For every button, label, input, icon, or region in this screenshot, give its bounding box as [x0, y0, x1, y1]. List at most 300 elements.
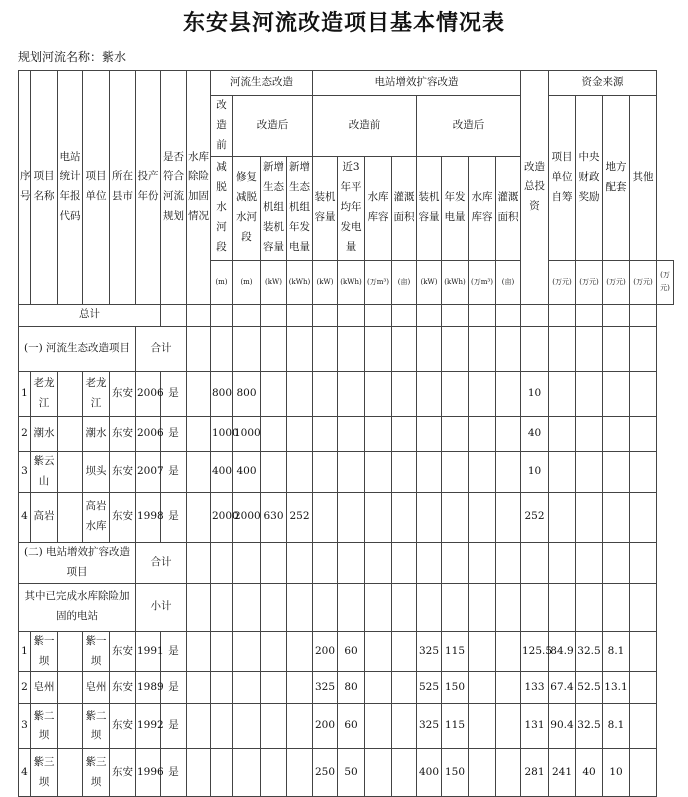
- cell-cen: 32.5: [576, 704, 603, 749]
- cell-inst2: 325: [417, 631, 442, 672]
- header-eco-group: 河流生态改造: [211, 71, 313, 96]
- section1-total-label: 合计: [136, 326, 187, 371]
- cell-tot: 252: [521, 492, 549, 542]
- cell-inst2: 400: [417, 749, 442, 797]
- cell-ir2: [496, 371, 521, 416]
- row-seq: 4: [19, 492, 31, 542]
- cell-ne: [287, 672, 313, 704]
- empty-cell: [287, 583, 313, 631]
- cell-tot: 133: [521, 672, 549, 704]
- cell-inst: [313, 451, 338, 492]
- empty-cell: [392, 542, 417, 583]
- header-exp-before: 改造前: [313, 96, 417, 157]
- cell-rc: [365, 416, 392, 451]
- cell-nc: [261, 672, 287, 704]
- cell-name: 老龙江: [31, 371, 58, 416]
- cell-ea: [233, 631, 261, 672]
- cell-ir2: [496, 749, 521, 797]
- cell-tot: 131: [521, 704, 549, 749]
- unit-eco-after-length: (m): [233, 260, 261, 304]
- cell-ne: [287, 416, 313, 451]
- unit-installed: (kW): [313, 260, 338, 304]
- empty-cell: [630, 542, 657, 583]
- cell-inst2: 325: [417, 704, 442, 749]
- cell-unit: 紫三坝: [83, 749, 110, 797]
- empty-cell: [521, 304, 549, 326]
- cell-ne: [287, 371, 313, 416]
- empty-cell: [603, 326, 630, 371]
- cell-avg: [338, 416, 365, 451]
- cell-rc2: [469, 492, 496, 542]
- empty-cell: [549, 304, 576, 326]
- cell-inst: 200: [313, 631, 338, 672]
- cell-ea: 1000: [233, 416, 261, 451]
- cell-unit: 老龙江: [83, 371, 110, 416]
- cell-cen: [576, 451, 603, 492]
- cell-oth: [630, 631, 657, 672]
- cell-ann2: 150: [442, 749, 469, 797]
- cell-self: [549, 371, 576, 416]
- cell-tot: 281: [521, 749, 549, 797]
- empty-cell: [233, 304, 261, 326]
- empty-cell: [365, 583, 392, 631]
- header-self-funding: 项目单位自筹: [549, 96, 576, 261]
- cell-rc: [365, 631, 392, 672]
- header-res-cap: 水库库容: [365, 156, 392, 260]
- table-row: [19, 416, 674, 451]
- table-row: [19, 631, 674, 672]
- cell-avg: 50: [338, 749, 365, 797]
- cell-plan: 是: [161, 451, 187, 492]
- cell-cen: [576, 492, 603, 542]
- unit-installed-after: (kW): [417, 260, 442, 304]
- empty-cell: [392, 326, 417, 371]
- cell-inst2: [417, 371, 442, 416]
- header-eco-before-length: 减脱水河段: [211, 156, 233, 260]
- empty-cell: [211, 304, 233, 326]
- cell-code: [58, 672, 83, 704]
- unit-new-capacity: (kW): [261, 260, 287, 304]
- empty-cell: [496, 304, 521, 326]
- cell-unit: 紫一坝: [83, 631, 110, 672]
- cell-year: 2006: [136, 416, 161, 451]
- unit-irrigation-after: (亩): [496, 260, 521, 304]
- empty-cell: [187, 583, 211, 631]
- unit-res-cap: (万m³): [365, 260, 392, 304]
- cell-self: [549, 416, 576, 451]
- cell-year: 2007: [136, 451, 161, 492]
- empty-cell: [469, 583, 496, 631]
- empty-cell: [469, 326, 496, 371]
- empty-cell: [261, 326, 287, 371]
- cell-ir: [392, 492, 417, 542]
- cell-rc: [365, 672, 392, 704]
- header-local: 地方配套: [603, 96, 630, 261]
- cell-ir: [392, 704, 417, 749]
- cell-ea: 800: [233, 371, 261, 416]
- cell-code: [58, 492, 83, 542]
- row-seq: 2: [19, 672, 31, 704]
- empty-cell: [313, 583, 338, 631]
- cell-ne: [287, 704, 313, 749]
- cell-name: 高岩: [31, 492, 58, 542]
- cell-loc: [603, 371, 630, 416]
- cell-ea: 2000: [233, 492, 261, 542]
- cell-ir: [392, 749, 417, 797]
- empty-cell: [187, 304, 211, 326]
- empty-cell: [261, 583, 287, 631]
- cell-plan: 是: [161, 492, 187, 542]
- row-seq: 1: [19, 371, 31, 416]
- empty-cell: [338, 583, 365, 631]
- cell-eb: 800: [211, 371, 233, 416]
- row-seq: 3: [19, 451, 31, 492]
- header-county: 所在县市: [110, 71, 136, 305]
- empty-cell: [603, 304, 630, 326]
- cell-code: [58, 416, 83, 451]
- empty-cell: [549, 542, 576, 583]
- cell-ea: 400: [233, 451, 261, 492]
- cell-ir: [392, 416, 417, 451]
- cell-unit: 高岩水库: [83, 492, 110, 542]
- cell-inst: 200: [313, 704, 338, 749]
- row-seq: 1: [19, 631, 31, 672]
- empty-cell: [603, 583, 630, 631]
- cell-loc: [603, 492, 630, 542]
- cell-nc: [261, 749, 287, 797]
- cell-self: [549, 451, 576, 492]
- empty-cell: [261, 542, 287, 583]
- header-central: 中央财政奖励: [576, 96, 603, 261]
- cell-county: 东安: [110, 451, 136, 492]
- header-total-investment: 改造总投资: [521, 71, 549, 305]
- cell-ir: [392, 672, 417, 704]
- empty-cell: [549, 583, 576, 631]
- cell-county: 东安: [110, 492, 136, 542]
- cell-name: 紫二坝: [31, 704, 58, 749]
- cell-ann2: 150: [442, 672, 469, 704]
- empty-cell: [442, 326, 469, 371]
- empty-cell: [496, 583, 521, 631]
- cell-plan: 是: [161, 749, 187, 797]
- cell-cen: [576, 371, 603, 416]
- cell-year: 1992: [136, 704, 161, 749]
- empty-cell: [365, 304, 392, 326]
- cell-ir: [392, 631, 417, 672]
- cell-self: 241: [549, 749, 576, 797]
- cell-inst: [313, 492, 338, 542]
- unit-self-funding: (万元): [576, 260, 603, 304]
- cell-ann2: 115: [442, 704, 469, 749]
- unit-eco-before-length: (m): [211, 260, 233, 304]
- header-unit: 项目单位: [83, 71, 110, 305]
- section1-label: (一) 河流生态改造项目: [19, 326, 136, 371]
- empty-cell: [576, 583, 603, 631]
- section2-total-label: 合计: [136, 542, 187, 583]
- header-annual-after: 年发电量: [442, 156, 469, 260]
- cell-name: 潮水: [31, 416, 58, 451]
- cell-inst2: [417, 451, 442, 492]
- empty-cell: [287, 326, 313, 371]
- header-other: 其他: [630, 96, 657, 261]
- cell-avg: 60: [338, 704, 365, 749]
- cell-year: 1991: [136, 631, 161, 672]
- empty-cell: [287, 542, 313, 583]
- cell-rc2: [469, 416, 496, 451]
- cell-nc: [261, 451, 287, 492]
- cell-nc: 630: [261, 492, 287, 542]
- cell-res: [187, 704, 211, 749]
- cell-rc2: [469, 672, 496, 704]
- cell-plan: 是: [161, 631, 187, 672]
- table-row: [19, 704, 674, 749]
- empty-cell: [549, 326, 576, 371]
- empty-cell: [392, 304, 417, 326]
- header-reservoir: 水库除险加固情况: [187, 71, 211, 305]
- cell-ir2: [496, 492, 521, 542]
- cell-ir2: [496, 631, 521, 672]
- cell-rc: [365, 492, 392, 542]
- empty-cell: [469, 542, 496, 583]
- empty-cell: [187, 542, 211, 583]
- header-exp-after: 改造后: [417, 96, 521, 157]
- cell-ea: [233, 704, 261, 749]
- cell-code: [58, 371, 83, 416]
- cell-nc: [261, 631, 287, 672]
- empty-cell: [496, 542, 521, 583]
- table-row: [19, 749, 674, 797]
- cell-oth: [630, 749, 657, 797]
- cell-tot: 40: [521, 416, 549, 451]
- unit-new-energy: (kWh): [287, 260, 313, 304]
- cell-ne: [287, 631, 313, 672]
- header-avg3: 近3年平均年发电量: [338, 156, 365, 260]
- cell-county: 东安: [110, 416, 136, 451]
- empty-cell: [338, 304, 365, 326]
- header-eco-after: 改造后: [233, 96, 313, 157]
- cell-year: 1989: [136, 672, 161, 704]
- cell-rc: [365, 749, 392, 797]
- cell-county: 东安: [110, 631, 136, 672]
- cell-nc: [261, 416, 287, 451]
- cell-unit: 潮水: [83, 416, 110, 451]
- cell-name: 皂州: [31, 672, 58, 704]
- cell-self: 67.4: [549, 672, 576, 704]
- empty-cell: [211, 542, 233, 583]
- empty-cell: [630, 326, 657, 371]
- cell-loc: 8.1: [603, 631, 630, 672]
- unit-other: (万元): [657, 260, 674, 304]
- subtotal-label: 小计: [136, 583, 187, 631]
- cell-rc2: [469, 451, 496, 492]
- empty-cell: [187, 326, 211, 371]
- cell-res: [187, 371, 211, 416]
- cell-cen: 32.5: [576, 631, 603, 672]
- cell-tot: 10: [521, 451, 549, 492]
- cell-county: 东安: [110, 371, 136, 416]
- unit-central: (万元): [603, 260, 630, 304]
- cell-county: 东安: [110, 749, 136, 797]
- empty-cell: [576, 542, 603, 583]
- empty-cell: [417, 326, 442, 371]
- header-new-energy: 新增生态机组年发电量: [287, 156, 313, 260]
- cell-res: [187, 451, 211, 492]
- cell-loc: [603, 416, 630, 451]
- cell-res: [187, 749, 211, 797]
- cell-eb: 2000: [211, 492, 233, 542]
- cell-oth: [630, 492, 657, 542]
- header-plan: 是否符合河流规划: [161, 71, 187, 305]
- cell-ir2: [496, 672, 521, 704]
- empty-cell: [233, 583, 261, 631]
- cell-cen: [576, 416, 603, 451]
- empty-cell: [313, 326, 338, 371]
- cell-ann2: 115: [442, 631, 469, 672]
- cell-oth: [630, 451, 657, 492]
- unit-avg3: (kWh): [338, 260, 365, 304]
- cell-eb: 1000: [211, 416, 233, 451]
- cell-rc: [365, 451, 392, 492]
- empty-cell: [338, 326, 365, 371]
- cell-avg: [338, 371, 365, 416]
- cell-cen: 52.5: [576, 672, 603, 704]
- cell-self: [549, 492, 576, 542]
- empty-cell: [211, 326, 233, 371]
- empty-cell: [287, 304, 313, 326]
- unit-irrigation: (亩): [392, 260, 417, 304]
- cell-oth: [630, 371, 657, 416]
- empty-cell: [603, 542, 630, 583]
- cell-ann2: [442, 371, 469, 416]
- empty-cell: [313, 304, 338, 326]
- subtotal-description: 其中已完成水库除险加固的电站: [19, 583, 136, 631]
- cell-res: [187, 492, 211, 542]
- empty-cell: [469, 304, 496, 326]
- empty-cell: [313, 542, 338, 583]
- header-installed-after: 装机容量: [417, 156, 442, 260]
- header-project-name: 项目名称: [31, 71, 58, 305]
- cell-ea: [233, 749, 261, 797]
- empty-cell: [365, 542, 392, 583]
- total-label: 总计: [19, 304, 161, 326]
- cell-eb: [211, 631, 233, 672]
- cell-eb: [211, 749, 233, 797]
- cell-name: 紫一坝: [31, 631, 58, 672]
- cell-inst: [313, 371, 338, 416]
- empty-cell: [442, 542, 469, 583]
- header-irrigation-after: 灌溉面积: [496, 156, 521, 260]
- empty-cell: [521, 542, 549, 583]
- cell-avg: 80: [338, 672, 365, 704]
- cell-avg: 60: [338, 631, 365, 672]
- header-fund-group: 资金来源: [549, 71, 657, 96]
- cell-res: [187, 416, 211, 451]
- header-eco-before: 改造前: [211, 96, 233, 157]
- empty-cell: [417, 542, 442, 583]
- cell-county: 东安: [110, 704, 136, 749]
- cell-self: 90.4: [549, 704, 576, 749]
- river-name-label: 规划河流名称：紫水: [18, 50, 127, 64]
- header-exp-group: 电站增效扩容改造: [313, 71, 521, 96]
- empty-cell: [365, 326, 392, 371]
- header-code: 电站统计年报代码: [58, 71, 83, 305]
- cell-ir2: [496, 416, 521, 451]
- cell-avg: [338, 492, 365, 542]
- cell-rc2: [469, 749, 496, 797]
- cell-oth: [630, 672, 657, 704]
- empty-cell: [442, 304, 469, 326]
- cell-ann2: [442, 416, 469, 451]
- cell-ann2: [442, 492, 469, 542]
- cell-unit: 皂州: [83, 672, 110, 704]
- empty-cell: [630, 583, 657, 631]
- cell-unit: 紫二坝: [83, 704, 110, 749]
- table-row: [19, 371, 674, 416]
- table-row: [19, 672, 674, 704]
- cell-ir: [392, 371, 417, 416]
- empty-cell: [338, 542, 365, 583]
- header-new-capacity: 新增生态机组装机容量: [261, 156, 287, 260]
- unit-annual-after: (kWh): [442, 260, 469, 304]
- empty-cell: [233, 326, 261, 371]
- cell-plan: 是: [161, 416, 187, 451]
- cell-ann2: [442, 451, 469, 492]
- cell-ea: [233, 672, 261, 704]
- page-title: 东安县河流改造项目基本情况表: [182, 10, 505, 36]
- cell-nc: [261, 371, 287, 416]
- empty-cell: [261, 304, 287, 326]
- unit-res-cap-after: (万m³): [469, 260, 496, 304]
- header-eco-after-length: 修复减脱水河段: [233, 156, 261, 260]
- cell-ne: [287, 451, 313, 492]
- cell-rc2: [469, 371, 496, 416]
- header-installed: 装机容量: [313, 156, 338, 260]
- cell-ir2: [496, 451, 521, 492]
- cell-res: [187, 672, 211, 704]
- cell-rc2: [469, 631, 496, 672]
- cell-code: [58, 704, 83, 749]
- empty-cell: [233, 542, 261, 583]
- cell-oth: [630, 704, 657, 749]
- cell-ne: [287, 749, 313, 797]
- empty-cell: [521, 583, 549, 631]
- empty-cell: [211, 583, 233, 631]
- empty-cell: [576, 326, 603, 371]
- cell-res: [187, 631, 211, 672]
- row-seq: 2: [19, 416, 31, 451]
- empty-cell: [161, 304, 187, 326]
- table-row: [19, 451, 674, 492]
- cell-rc: [365, 704, 392, 749]
- cell-inst: 250: [313, 749, 338, 797]
- empty-cell: [576, 304, 603, 326]
- header-seq: 序号: [19, 71, 31, 305]
- cell-tot: 125.5: [521, 631, 549, 672]
- cell-code: [58, 631, 83, 672]
- cell-avg: [338, 451, 365, 492]
- cell-rc2: [469, 704, 496, 749]
- row-seq: 4: [19, 749, 31, 797]
- cell-code: [58, 749, 83, 797]
- cell-plan: 是: [161, 704, 187, 749]
- cell-loc: [603, 451, 630, 492]
- cell-plan: 是: [161, 371, 187, 416]
- header-year: 投产年份: [136, 71, 161, 305]
- cell-eb: [211, 704, 233, 749]
- cell-rc: [365, 371, 392, 416]
- empty-cell: [392, 583, 417, 631]
- cell-ne: 252: [287, 492, 313, 542]
